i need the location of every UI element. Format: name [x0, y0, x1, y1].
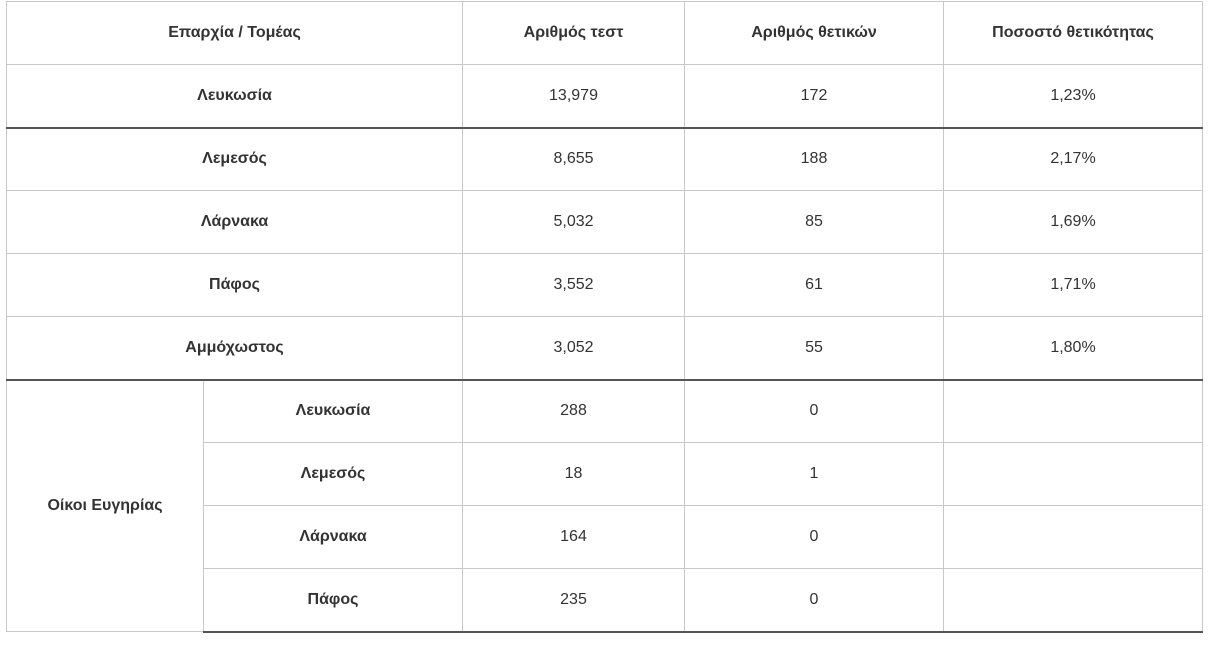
subgroup-name: Πάφος [204, 569, 463, 632]
table-row [7, 191, 1203, 254]
table-row [7, 380, 1203, 443]
table-row [7, 128, 1203, 191]
positives-count: 1 [685, 443, 944, 506]
tests-count: 235 [463, 569, 685, 632]
positivity-rate [944, 443, 1203, 506]
subgroup-name: Λάρνακα [204, 506, 463, 569]
positives-count: 85 [685, 191, 944, 254]
table-row [7, 317, 1203, 380]
positives-count: 172 [685, 65, 944, 128]
positivity-rate: 2,17% [944, 128, 1203, 191]
positives-count: 0 [685, 380, 944, 443]
tests-count: 8,655 [463, 128, 685, 191]
subgroup-name: Λεμεσός [204, 443, 463, 506]
group-label-nursing-homes: Οίκοι Ευγηρίας [7, 380, 204, 632]
positives-count: 61 [685, 254, 944, 317]
header-positivity-rate: Ποσοστό θετικότητας [944, 2, 1203, 65]
header-district: Επαρχία / Τομέας [7, 2, 463, 65]
tests-count: 13,979 [463, 65, 685, 128]
positives-count: 0 [685, 506, 944, 569]
table-row [7, 65, 1203, 128]
positives-count: 0 [685, 569, 944, 632]
tests-count: 5,032 [463, 191, 685, 254]
district-name: Λευκωσία [7, 65, 463, 128]
positivity-rate [944, 380, 1203, 443]
positives-count: 188 [685, 128, 944, 191]
header-positives: Αριθμός θετικών [685, 2, 944, 65]
positivity-rate: 1,23% [944, 65, 1203, 128]
tests-count: 288 [463, 380, 685, 443]
positivity-rate: 1,80% [944, 317, 1203, 380]
header-tests: Αριθμός τεστ [463, 2, 685, 65]
positives-count: 55 [685, 317, 944, 380]
district-name: Πάφος [7, 254, 463, 317]
positivity-rate [944, 506, 1203, 569]
district-name: Λεμεσός [7, 128, 463, 191]
tests-count: 18 [463, 443, 685, 506]
positivity-rate: 1,69% [944, 191, 1203, 254]
table-header-row [7, 2, 1203, 65]
subgroup-name: Λευκωσία [204, 380, 463, 443]
positivity-rate: 1,71% [944, 254, 1203, 317]
tests-count: 3,552 [463, 254, 685, 317]
district-name: Αμμόχωστος [7, 317, 463, 380]
tests-count: 164 [463, 506, 685, 569]
district-name: Λάρνακα [7, 191, 463, 254]
tests-count: 3,052 [463, 317, 685, 380]
table-row [7, 254, 1203, 317]
positivity-rate [944, 569, 1203, 632]
stats-table [6, 1, 1203, 633]
